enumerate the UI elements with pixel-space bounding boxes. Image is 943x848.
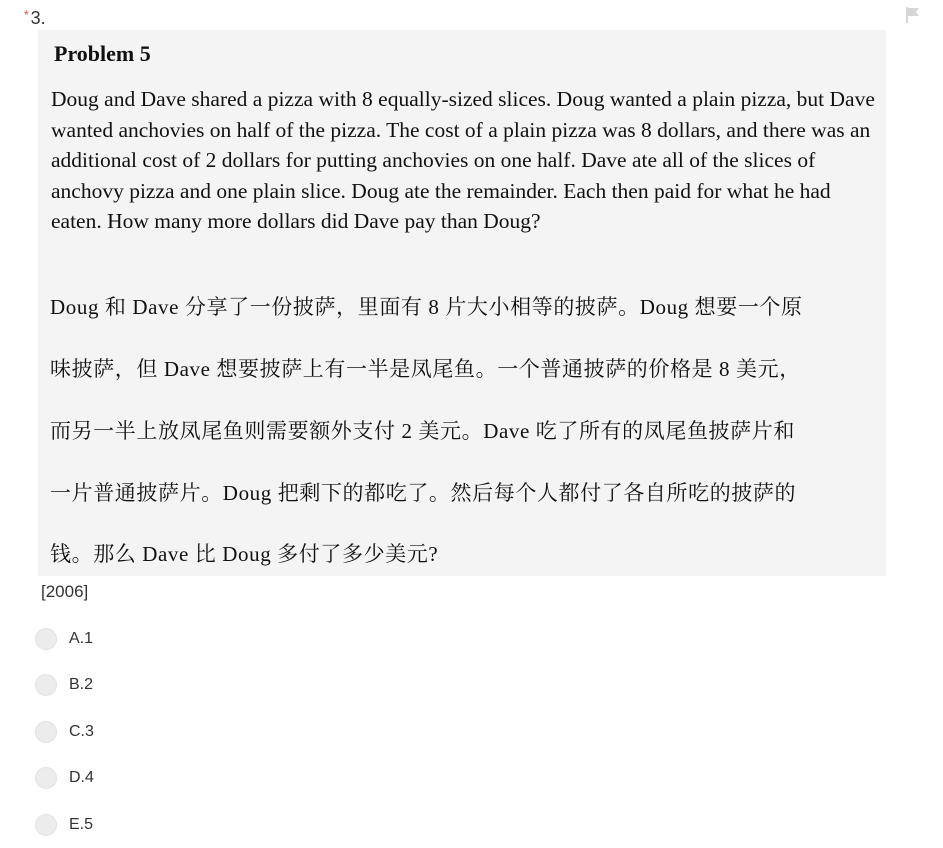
problem-text-english: Doug and Dave shared a pizza with 8 equally-sized slices. Doug wanted a plain pizza, but Dave wanted anchovies on half of the pizza. The cost of a plain pizza was 8 dollars, and there was an additional cost of 2 dollars for putting anchovies on one half. Dave ate all of the slices of anchovy pizza and one plain slice. Doug ate the remainder. Each then paid for what he had eaten. How many more dollars did Dave pay than Doug? bbox=[51, 87, 875, 234]
option-label: B.2 bbox=[69, 676, 94, 693]
option-b[interactable] bbox=[35, 673, 93, 697]
flag-icon[interactable] bbox=[904, 6, 922, 24]
radio-button[interactable] bbox=[35, 628, 57, 650]
problem-text-chinese-line: 味披萨，但 Dave 想要披萨上有一半是凤尾鱼。一个普通披萨的价格是 8 美元， bbox=[50, 357, 801, 381]
problem-title: Problem 5 bbox=[54, 41, 151, 66]
problem-text-chinese-line: 钱。那么 Dave 比 Doug 多付了多少美元? bbox=[50, 542, 439, 566]
radio-button[interactable] bbox=[35, 721, 57, 743]
problem-text-chinese-line: Doug 和 Dave 分享了一份披萨，里面有 8 片大小相等的披萨。Doug 想要一个原 bbox=[50, 295, 803, 319]
option-d[interactable] bbox=[35, 766, 94, 790]
option-label: A.1 bbox=[69, 630, 94, 647]
year-tag: [2006] bbox=[41, 582, 89, 601]
question-number: 3. bbox=[30, 8, 46, 28]
question-header bbox=[24, 6, 46, 30]
radio-button[interactable] bbox=[35, 814, 57, 836]
option-c[interactable] bbox=[35, 720, 94, 744]
radio-button[interactable] bbox=[35, 674, 57, 696]
option-label: C.3 bbox=[69, 723, 94, 740]
problem-image bbox=[38, 30, 886, 576]
required-marker: * bbox=[24, 8, 29, 22]
option-e[interactable] bbox=[35, 813, 93, 837]
radio-button[interactable] bbox=[35, 767, 57, 789]
option-a[interactable] bbox=[35, 627, 93, 651]
option-label: D.4 bbox=[69, 769, 94, 786]
problem-text-chinese-line: 而另一半上放凤尾鱼则需要额外支付 2 美元。Dave 吃了所有的凤尾鱼披萨片和 bbox=[50, 419, 795, 443]
problem-text-chinese-line: 一片普通披萨片。Doug 把剩下的都吃了。然后每个人都付了各自所吃的披萨的 bbox=[50, 481, 797, 505]
option-label: E.5 bbox=[69, 816, 94, 833]
